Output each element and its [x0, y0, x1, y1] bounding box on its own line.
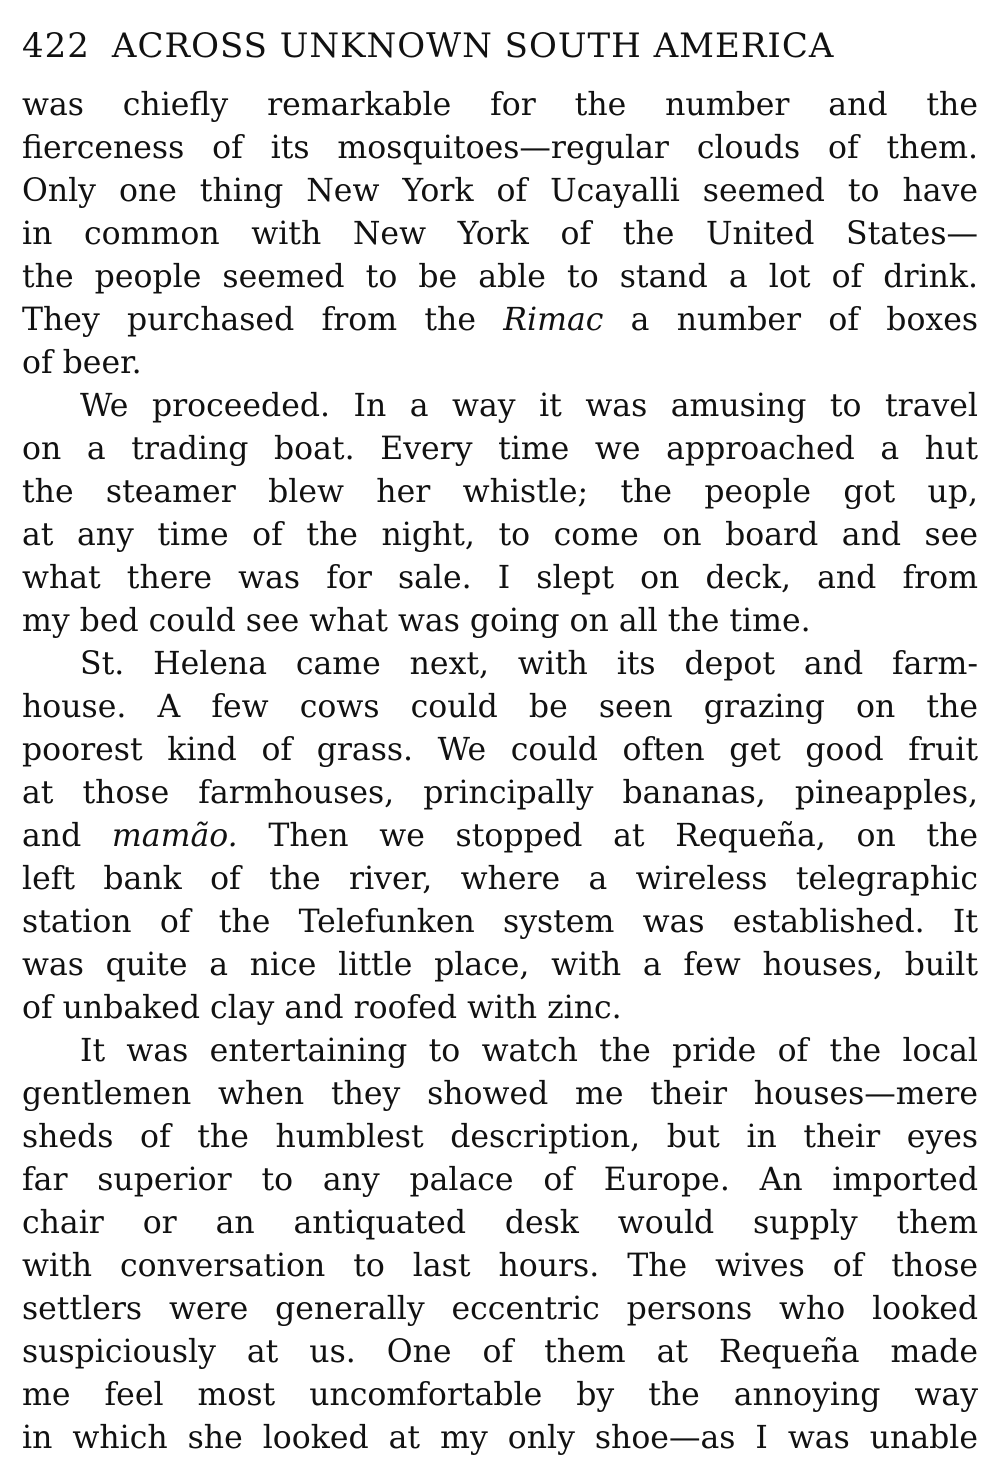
text-line — [22, 1159, 978, 1202]
paragraph — [22, 643, 978, 1030]
running-title: ACROSS UNKNOWN SOUTH AMERICA — [111, 26, 835, 66]
text-run: at those farmhouses, principally bananas, pineapples, — [22, 775, 978, 811]
text-line — [22, 987, 978, 1030]
text-line — [22, 600, 978, 643]
text-run: the steamer blew her whistle; the people got up, — [22, 474, 978, 510]
text-run: suspiciously at us. One of them at Requeña made — [22, 1334, 978, 1370]
text-line — [22, 815, 978, 858]
text-run: and — [22, 818, 112, 854]
paragraph — [22, 385, 978, 643]
text-line — [22, 1116, 978, 1159]
text-run: of beer. — [22, 345, 142, 381]
text-line — [22, 1288, 978, 1331]
text-line — [22, 557, 978, 600]
text-run: my bed could see what was going on all the time. — [22, 603, 811, 639]
text-run: left bank of the river, where a wireless telegraphic — [22, 861, 978, 897]
text-run: poorest kind of grass. We could often get good fruit — [22, 732, 978, 768]
text-line — [22, 901, 978, 944]
text-line — [22, 1417, 978, 1460]
text-line — [22, 1030, 978, 1073]
paragraph — [22, 1030, 978, 1460]
text-line — [22, 729, 978, 772]
text-line — [22, 1245, 978, 1288]
text-run: me feel most uncomfortable by the annoying way — [22, 1377, 978, 1413]
text-line — [22, 643, 978, 686]
running-header — [22, 16, 978, 84]
text-run: with conversation to last hours. The wives of those — [22, 1248, 978, 1284]
text-line — [22, 170, 978, 213]
text-line — [22, 256, 978, 299]
text-run: far superior to any palace of Europe. An imported — [22, 1162, 978, 1198]
text-line — [22, 1202, 978, 1245]
text-run: They purchased from the — [22, 302, 504, 338]
text-run: We proceeded. In a way it was amusing to travel — [80, 388, 978, 424]
text-line — [22, 213, 978, 256]
text-line — [22, 127, 978, 170]
text-line — [22, 686, 978, 729]
page-number: 422 — [22, 26, 90, 66]
text-run: on a trading boat. Every time we approached a hut — [22, 431, 978, 467]
text-line — [22, 299, 978, 342]
text-run: chair or an antiquated desk would supply them — [22, 1205, 978, 1241]
text-run: house. A few cows could be seen grazing on the — [22, 689, 978, 725]
text-line — [22, 471, 978, 514]
text-run: of unbaked clay and roofed with zinc. — [22, 990, 622, 1026]
italic-text: mamão. — [111, 818, 238, 854]
body-text — [22, 84, 978, 1460]
text-line — [22, 84, 978, 127]
text-line — [22, 514, 978, 557]
text-line — [22, 944, 978, 987]
paragraph — [22, 84, 978, 385]
text-run: sheds of the humblest description, but in their eyes — [22, 1119, 978, 1155]
text-run: was chiefly remarkable for the number and the — [22, 87, 978, 123]
text-line — [22, 1374, 978, 1417]
text-line — [22, 428, 978, 471]
text-run: St. Helena came next, with its depot and farm- — [80, 646, 978, 682]
text-line — [22, 1331, 978, 1374]
text-run: gentlemen when they showed me their houses—mere — [22, 1076, 978, 1112]
text-run: the people seemed to be able to stand a lot of drink. — [22, 259, 978, 295]
text-run: what there was for sale. I slept on deck, and from — [22, 560, 978, 596]
text-line — [22, 858, 978, 901]
text-line — [22, 772, 978, 815]
text-run: at any time of the night, to come on board and see — [22, 517, 978, 553]
text-run: Only one thing New York of Ucayalli seemed to have — [22, 173, 978, 209]
text-run: a number of boxes — [603, 302, 978, 338]
text-run: settlers were generally eccentric persons who looked — [22, 1291, 978, 1327]
text-run: was quite a nice little place, with a few houses, built — [22, 947, 978, 983]
text-line — [22, 1073, 978, 1116]
text-run: in which she looked at my only shoe—as I was unable — [22, 1420, 978, 1456]
text-line — [22, 342, 978, 385]
book-page — [22, 16, 978, 1460]
text-run: It was entertaining to watch the pride of the local — [80, 1033, 978, 1069]
text-run: Then we stopped at Requeña, on the — [237, 818, 979, 854]
text-line — [22, 385, 978, 428]
italic-text: Rimac — [503, 302, 604, 338]
text-run: fierceness of its mosquitoes—regular clouds of them. — [22, 130, 978, 166]
text-run: station of the Telefunken system was established. It — [22, 904, 978, 940]
text-run: in common with New York of the United States— — [22, 216, 978, 252]
